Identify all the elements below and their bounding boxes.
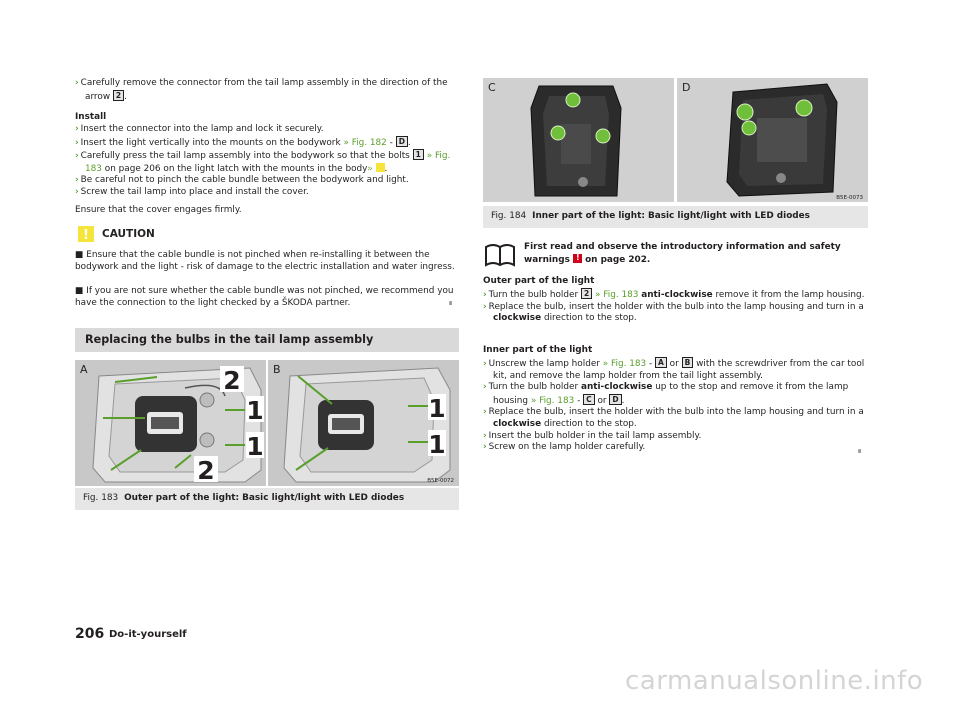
caution-item: ■ If you are not sure whether the cable bundle was not pinched, we recommend you have the connection to the light checked by a ŠKODA partner. <box>75 286 454 308</box>
list-item: › Screw the tail lamp into place and install the cover. <box>75 186 309 197</box>
install-heading: Install <box>75 112 107 122</box>
figure-label: Fig. 183 <box>83 493 119 503</box>
caution-title: CAUTION <box>102 228 155 240</box>
inner-steps <box>483 357 868 454</box>
step-remove-connector: › Carefully remove the connector from the tail lamp assembly in the direction of the arrow 2 . <box>75 78 448 102</box>
list-item: › Carefully press the tail lamp assembly into the bodywork so that the bolts 1 » Fig. 183 on page 206 on the light latch with the mounts in the body ! . <box>75 149 459 175</box>
fig-link[interactable]: » Fig. 182 <box>343 137 387 148</box>
footer-section: Do-it-yourself <box>109 629 187 640</box>
figure-code: B5E-0072 <box>427 478 454 484</box>
callout-number: 2 <box>197 456 215 485</box>
list-item: › Insert the connector into the lamp and lock it securely. <box>75 124 324 134</box>
ref-box: B <box>682 357 694 368</box>
panel-letter: A <box>80 363 88 376</box>
list-item: › Screw on the lamp holder carefully. <box>483 442 646 453</box>
callout-number: 1 <box>246 432 264 461</box>
list-item: › Be careful not to pinch the cable bundle between the bodywork and light. <box>75 175 409 186</box>
figure-184-panel-c <box>483 78 674 202</box>
section-title: Replacing the bulbs in the tail lamp assembly <box>85 333 374 346</box>
figure-183 <box>75 360 459 486</box>
figure-184-caption <box>483 206 868 228</box>
figure-label: Fig. 184 <box>491 211 527 221</box>
figure-caption-text: Inner part of the light: Basic light/light with LED diodes <box>532 211 810 221</box>
fig-link[interactable]: » Fig. 183 <box>85 151 451 174</box>
caution-icon <box>78 226 94 242</box>
ref-box: 2 <box>581 288 592 299</box>
ref-box: 2 <box>113 90 124 101</box>
list-item: › Unscrew the lamp holder » Fig. 183 - A or B with the screwdriver from the car tool kit, and remove the lamp holder from the tail light assembly. <box>483 358 865 381</box>
install-steps <box>75 124 459 199</box>
list-item: › Turn the bulb holder 2 » Fig. 183 anti-clockwise remove it from the lamp housing. <box>483 289 865 300</box>
list-item: › Insert the light vertically into the mounts on the bodywork » Fig. 182 - D . <box>75 136 411 148</box>
page-number: 206 <box>75 626 105 642</box>
figure-183-panel-a <box>75 360 266 486</box>
watermark: carmanualsonline.info <box>625 666 924 696</box>
svg-text:!: ! <box>83 228 89 242</box>
ref-box: D <box>396 136 408 147</box>
panel-letter: B <box>273 363 281 376</box>
ref-box: 1 <box>413 149 424 160</box>
fig-link[interactable]: » Fig. 183 <box>602 359 647 369</box>
ref-box: C <box>583 394 595 405</box>
warning-icon <box>376 163 385 172</box>
fig-link[interactable]: » Fig. 183 <box>530 395 575 406</box>
section-title-band <box>75 328 459 352</box>
figure-183-caption <box>75 488 459 510</box>
list-item: › Insert the bulb holder in the tail lamp assembly. <box>483 430 702 441</box>
callout-number: 2 <box>223 366 241 395</box>
inner-heading: Inner part of the light <box>483 345 593 355</box>
figure-caption-text: Outer part of the light: Basic light/light with LED diodes <box>124 493 405 503</box>
ref-box: D <box>609 394 621 405</box>
outer-heading: Outer part of the light <box>483 276 595 286</box>
figure-184 <box>483 78 868 202</box>
fig-link[interactable]: » Fig. 183 <box>595 290 639 300</box>
read-first-note: First read and observe the introductory information and safety warnings ! on page 202. <box>524 242 864 266</box>
end-mark: ∎ <box>857 446 863 455</box>
list-item: › Replace the bulb, insert the holder with the bulb into the lamp housing and turn in a clockwise direction to the stop. <box>483 301 864 324</box>
callout-number: 1 <box>428 394 446 423</box>
figure-183-panel-b <box>268 360 459 486</box>
panel-letter: C <box>488 81 496 94</box>
list-item: › Turn the bulb holder anti-clockwise up to the stop and remove it from the lamp housing » Fig. 183 - C or D . <box>483 382 849 406</box>
caution-item: ■ Ensure that the cable bundle is not pinched when re-installing it between the bodywork and the light - risk of damage to the electric installation and water ingress. <box>75 250 455 272</box>
figure-code: B5E-0073 <box>836 195 863 201</box>
list-item: › Replace the bulb, insert the holder with the bulb into the lamp housing and turn in a clockwise direction to the stop. <box>483 407 864 429</box>
warning-icon <box>573 254 582 263</box>
ref-box: A <box>655 357 667 368</box>
figure-184-panel-d <box>677 78 868 202</box>
panel-letter: D <box>682 81 691 94</box>
end-mark: ∎ <box>448 298 454 307</box>
book-icon <box>484 243 516 267</box>
outer-steps <box>483 288 868 325</box>
callout-number: 1 <box>246 396 264 425</box>
callout-number: 1 <box>428 430 446 459</box>
ensure-text: Ensure that the cover engages firmly. <box>75 205 242 215</box>
